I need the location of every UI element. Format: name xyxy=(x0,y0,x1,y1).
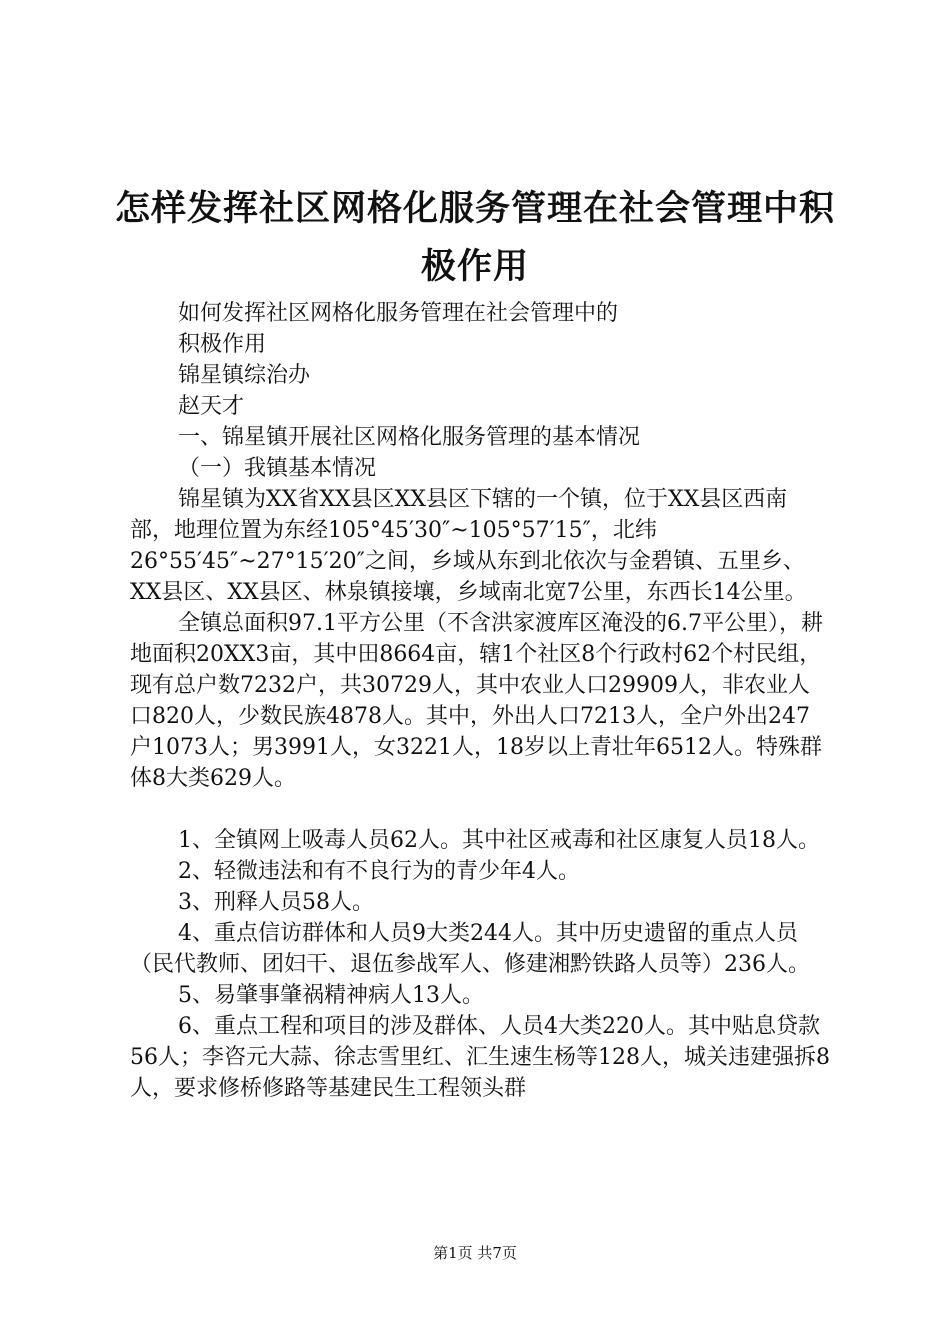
paragraph-population: 全镇总面积97.1平方公里（不含洪家渡库区淹没的6.7平公里），耕地面积20XX3亩，其中田8664亩，辖1个社区8个行政村62个村民组，现有总户数7232户，共30729人，其中农业人口29909人，非农业人口820人，少数民族4878人。其中，外出人口7213人，全户外出247户1073人；男3991人，女3221人，18岁以上青壮年6512人。特殊群体8大类629人。 xyxy=(130,611,823,791)
list-item-2: 2、轻微违法和有不良行为的青少年4人。 xyxy=(178,859,580,884)
subtitle-line-2: 积极作用 xyxy=(178,332,267,357)
paragraph-location: 锦星镇为XX省XX县区XX县区下辖的一个镇，位于XX县区西南部，地理位置为东经105°45′30″~105°57′15″，北纬26°55′45″~27°15′20″之间，乡域从东到北依次与金碧镇、五里乡、XX县区、XX县区、林泉镇接壤，乡域南北宽7公里，东西长14公里。 xyxy=(130,487,807,605)
page-footer: 第1页 共7页 xyxy=(433,1244,517,1262)
list-item-4: 4、重点信访群体和人员9大类244人。其中历史遗留的重点人员（民代教师、团妇干、退伍参战军人、修建湘黔铁路人员等）236人。 xyxy=(130,921,810,977)
list-item-6: 6、重点工程和项目的涉及群体、人员4大类220人。其中贴息贷款56人；李咨元大蒜、徐志雪里红、汇生速生杨等128人，城关违建强拆8人，要求修桥修路等基建民生工程领头群 xyxy=(130,1014,830,1101)
paragraph-spacer xyxy=(130,794,830,825)
author-unit: 锦星镇综治办 xyxy=(178,363,311,388)
document-title: 怎样发挥社区网格化服务管理在社会管理中积极作用 xyxy=(114,188,835,287)
section-heading: 一、锦星镇开展社区网格化服务管理的基本情况 xyxy=(178,425,641,450)
list-item-3: 3、刑释人员58人。 xyxy=(178,890,374,915)
subsection-heading: （一）我镇基本情况 xyxy=(178,456,377,481)
list-item-1: 1、全镇网上吸毒人员62人。其中社区戒毒和社区康复人员18人。 xyxy=(178,828,820,853)
document-body xyxy=(130,298,830,1104)
author-name: 赵天才 xyxy=(178,394,245,419)
list-item-5: 5、易肇事肇祸精神病人13人。 xyxy=(178,983,484,1008)
subtitle-line-1: 如何发挥社区网格化服务管理在社会管理中的 xyxy=(178,301,619,326)
